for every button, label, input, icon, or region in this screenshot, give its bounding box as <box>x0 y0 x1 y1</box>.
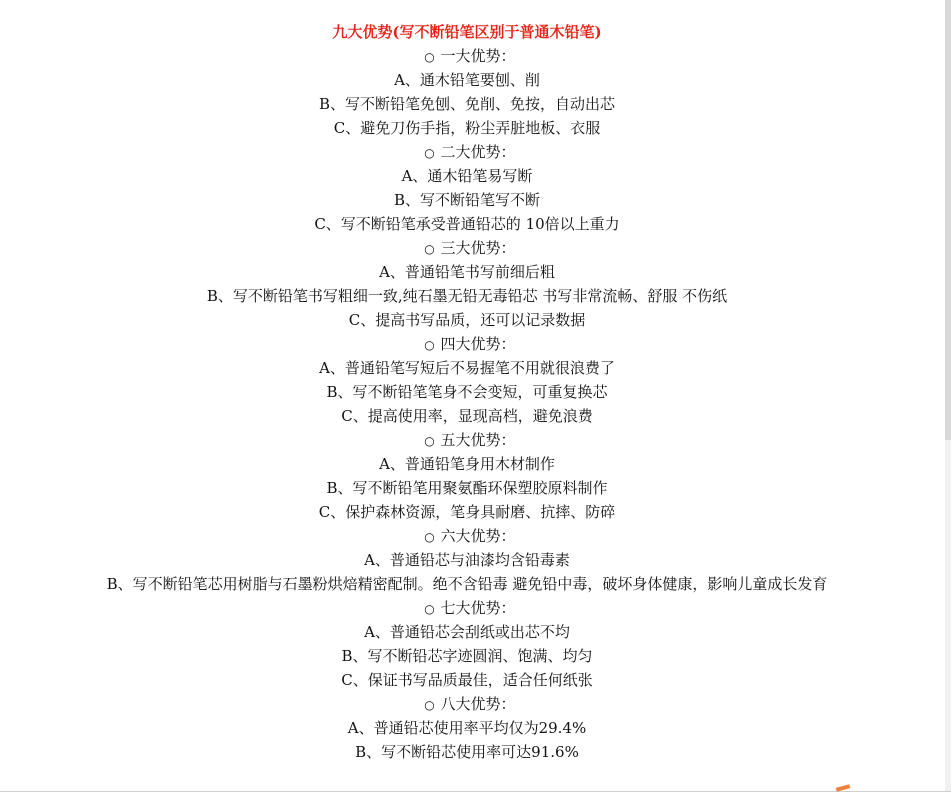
circle-bullet-icon: ○ <box>424 530 435 544</box>
section-heading <box>0 332 934 356</box>
advantage-item: B、写不断铅笔免刨、免削、免按，自动出芯 <box>318 95 616 113</box>
advantage-item: B、写不断铅笔书写粗细一致,纯石墨无铅无毒铅芯 书写非常流畅、舒服 不伤纸 <box>206 287 728 305</box>
section-heading-text: 六大优势： <box>440 527 516 545</box>
section-heading <box>0 44 934 68</box>
vertical-scrollbar[interactable] <box>945 0 951 792</box>
advantage-item: A、普通铅芯会刮纸或出芯不均 <box>364 623 570 641</box>
section-heading <box>0 524 934 548</box>
advantage-item: C、提高书写品质，还可以记录数据 <box>348 311 586 329</box>
advantage-item: A、通木铅笔要刨、削 <box>394 71 540 89</box>
advantage-item: B、写不断铅芯使用率可达91.6% <box>355 743 579 761</box>
section-heading <box>0 140 934 164</box>
section-heading <box>0 692 934 716</box>
section-heading <box>0 236 934 260</box>
advantage-item: B、写不断铅笔写不断 <box>393 191 541 209</box>
section-heading-text: 七大优势： <box>440 599 516 617</box>
advantage-item: A、普通铅笔写短后不易握笔不用就很浪费了 <box>319 359 615 377</box>
advantage-item: A、普通铅笔书写前细后粗 <box>379 263 555 281</box>
document-body <box>0 20 934 764</box>
circle-bullet-icon: ○ <box>424 434 435 448</box>
advantage-item: B、写不断铅笔芯用树脂与石墨粉烘焙精密配制。绝不含铅毒 避免铅中毒，破坏身体健康，影响儿童成长发育 <box>106 575 828 593</box>
section-heading <box>0 596 934 620</box>
section-heading-text: 五大优势： <box>440 431 516 449</box>
section-heading-text: 二大优势： <box>440 143 516 161</box>
circle-bullet-icon: ○ <box>424 146 435 160</box>
section-heading <box>0 428 934 452</box>
advantage-item: C、保护森林资源，笔身具耐磨、抗摔、防碎 <box>318 503 616 521</box>
advantage-item: C、避免刀伤手指，粉尘弄脏地板、衣服 <box>333 119 601 137</box>
advantage-item: C、写不断铅笔承受普通铅芯的 10倍以上重力 <box>314 215 620 233</box>
circle-bullet-icon: ○ <box>424 338 435 352</box>
advantage-item: A、普通铅笔身用木材制作 <box>379 455 555 473</box>
circle-bullet-icon: ○ <box>424 50 435 64</box>
circle-bullet-icon: ○ <box>424 698 435 712</box>
advantage-item: B、写不断铅芯字迹圆润、饱满、均匀 <box>341 647 593 665</box>
advantage-item: A、普通铅芯使用率平均仅为29.4% <box>347 719 587 737</box>
advantage-item: C、提高使用率，显现高档，避免浪费 <box>341 407 593 425</box>
advantage-item: A、普通铅芯与油漆均含铅毒素 <box>364 551 570 569</box>
advantage-item: C、保证书写品质最佳，适合任何纸张 <box>341 671 593 689</box>
section-heading-text: 八大优势： <box>440 695 516 713</box>
section-heading-text: 三大优势： <box>440 239 516 257</box>
advantage-item: B、写不断铅笔笔身不会变短，可重复换芯 <box>326 383 608 401</box>
circle-bullet-icon: ○ <box>424 242 435 256</box>
circle-bullet-icon: ○ <box>424 602 435 616</box>
advantage-list <box>0 44 934 764</box>
advantage-item: A、通木铅笔易写断 <box>401 167 533 185</box>
scrollbar-thumb[interactable] <box>945 0 951 440</box>
section-heading-text: 一大优势： <box>440 47 516 65</box>
section-heading-text: 四大优势： <box>440 335 516 353</box>
advantage-item: B、写不断铅笔用聚氨酯环保塑胶原料制作 <box>326 479 608 497</box>
page-title: 九大优势(写不断铅笔区别于普通木铅笔) <box>332 23 602 41</box>
